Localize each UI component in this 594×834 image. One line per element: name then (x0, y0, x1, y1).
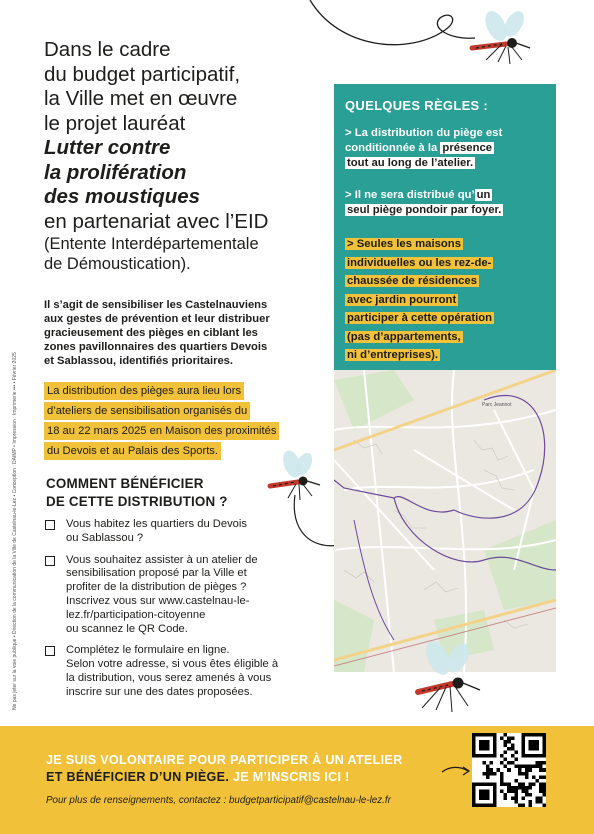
rule-line: individuelles ou les rez-de- (347, 256, 492, 269)
rule-line: > Seules les maisons (347, 238, 461, 250)
rule-line: (pas d’appartements, (347, 330, 461, 343)
checklist-line: Vous souhaitez assister à un atelier de (66, 553, 258, 566)
rule-emphasis: tout au long de l’atelier. (347, 157, 474, 169)
rule-line: conditionnée à la (345, 142, 441, 154)
checklist-line: la distribution, vous serez amenés à vous (66, 671, 272, 684)
qr-code[interactable] (472, 733, 546, 807)
checkbox-icon (45, 520, 55, 530)
side-credit (4, 352, 18, 710)
project-title-line: la prolifération (44, 160, 187, 184)
rules-title: QUELQUES RÈGLES : (345, 98, 489, 113)
signup-link[interactable]: JE M’INSCRIS ICI ! (229, 770, 350, 784)
mosquito-icon (400, 640, 490, 715)
rule-one-trap (345, 188, 550, 218)
contact-info: Pour plus de renseignements, contactez : budgetparticipatif@castelnau-le-lez.fr (46, 795, 391, 806)
checklist-item (44, 518, 324, 546)
checklist-line: sensibilisation proposé par la Ville et (66, 567, 247, 580)
qr-code-graphic (472, 733, 546, 807)
intro-line: du budget participatif, (44, 62, 241, 86)
checkbox-icon (45, 556, 55, 566)
checklist-line: Vous habitez les quartiers du Devois (66, 518, 247, 530)
mosquito-icon (462, 8, 542, 70)
signup-cta[interactable] (46, 752, 403, 786)
checkbox-icon (45, 646, 55, 656)
description-paragraph (44, 298, 322, 368)
paragraph-line: Il s’agit de sensibiliser les Castelnauviens (44, 299, 268, 311)
intro-text (44, 38, 344, 274)
project-title-line: des moustiques (44, 185, 201, 208)
rule-line: avec jardin pourront (347, 293, 457, 306)
map-label: Parc Jeannot (482, 402, 512, 408)
paragraph-line: aux gestes de prévention et leur distribuer (44, 313, 270, 325)
cta-line: ET BÉNÉFICIER D’UN PIÈGE. (46, 770, 230, 784)
checklist-line: ou Sablassou ? (66, 531, 144, 544)
paragraph-line: gracieusement des pièges en ciblant les (44, 327, 258, 339)
intro-line: le projet lauréat (44, 111, 186, 135)
map-graphic (334, 370, 556, 672)
project-title-line: Lutter contre (44, 136, 171, 159)
rule-line: > Il ne sera distribué qu’ (345, 189, 475, 201)
highlight-line: 18 au 22 mars 2025 en Maison des proximités (44, 422, 279, 440)
intro-line: en partenariat avec l’EID (44, 209, 269, 233)
rule-line: ni d’entreprises). (347, 349, 439, 361)
eligibility-checklist (44, 518, 324, 708)
checklist-item (44, 554, 324, 637)
checklist-line: inscrire sur une des dates proposées. (66, 685, 253, 698)
howto-heading-line: COMMENT BÉNÉFICIER (46, 476, 204, 491)
cta-line: JE SUIS VOLONTAIRE POUR PARTICIPER À UN ATELIER (46, 753, 403, 767)
checklist-line: profiter de la distribution de pièges ? (66, 581, 247, 594)
checklist-item (44, 644, 324, 699)
highlight-line: La distribution des pièges aura lieu lors (44, 382, 244, 400)
highlight-line: du Devois et au Palais des Sports. (44, 442, 221, 460)
intro-line: Dans le cadre (44, 38, 171, 61)
side-credit-text: Ne pas jeter sur la voie publique • Direction de la communication de la Ville de Castelnau-le-Lez • Conception : DAIMP • Impression : Imprimerie ••• • Février 2025 (12, 352, 18, 710)
howto-heading-line: DE CETTE DISTRIBUTION ? (46, 494, 228, 509)
checklist-line: lez.fr/participation-citoyenne (66, 608, 206, 621)
checklist-line: Complétez le formulaire en ligne. (66, 644, 230, 657)
rule-emphasis: un (476, 189, 491, 201)
howto-heading (46, 475, 228, 511)
intro-line: (Entente Interdépartementale (44, 235, 259, 253)
checklist-line: ou scannez le QR Code. (66, 622, 188, 635)
rule-line: participer à cette opération (347, 312, 493, 324)
intro-line: de Démoustication). (44, 255, 191, 273)
rule-line: > La distribution du piège est (345, 127, 503, 139)
rule-line: chaussée de résidences (347, 275, 477, 287)
rule-housing (345, 235, 550, 365)
neighborhood-map (334, 370, 556, 672)
checklist-line: Inscrivez vous sur www.castelnau-le- (66, 594, 250, 607)
rule-emphasis: seul piège pondoir par foyer. (347, 204, 502, 216)
highlight-line: d’ateliers de sensibilisation organisés du (44, 402, 250, 420)
paragraph-line: et Sablassou, identifiés prioritaires. (44, 355, 234, 367)
paragraph-line: zones pavillonnaires des quartiers Devois (44, 341, 268, 353)
checklist-line: Selon votre adresse, si vous êtes éligible à (66, 658, 279, 671)
intro-line: la Ville met en œuvre (44, 87, 238, 110)
rule-emphasis: présence (442, 142, 493, 154)
rule-presence (345, 126, 550, 171)
cta-arrow (440, 764, 472, 778)
